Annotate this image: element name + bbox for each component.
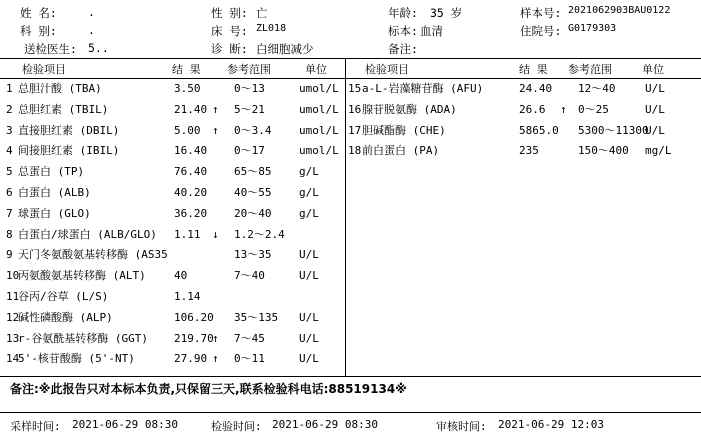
test-time-value: 2021-06-29 08:30 <box>272 418 378 431</box>
table-row <box>0 349 701 369</box>
review-time-label: 审核时间: <box>436 420 487 433</box>
row-number: 18 <box>348 144 362 158</box>
right-header-unit: 单位 <box>642 63 664 76</box>
row-number: 5 <box>6 165 13 179</box>
test-time-label: 检验时间: <box>211 420 262 433</box>
table-row <box>0 141 701 161</box>
row-result: 1.11 <box>174 227 201 241</box>
table-row <box>0 266 701 286</box>
row-reference: 7～40 <box>234 269 265 283</box>
row-result: 5865.0 <box>519 123 559 137</box>
row-number: 13 <box>6 331 20 345</box>
row-number: 14 <box>6 352 20 366</box>
row-result: 16.40 <box>174 144 208 158</box>
footer-top-rule <box>0 412 701 413</box>
collect-time-label: 采样时间: <box>10 420 61 433</box>
row-unit: U/L <box>645 102 665 116</box>
report-note: 备注:※此报告只对本标本负责,只保留三天,联系检验科电话:88519134※ <box>10 382 407 396</box>
row-number: 1 <box>6 82 13 95</box>
row-test-name: 丙氨酸氨基转移酶 (ALT) <box>18 269 146 283</box>
row-flag: ↓ <box>212 227 219 241</box>
inpatient-label: 住院号: <box>520 24 562 38</box>
row-reference: 0～17 <box>234 144 265 158</box>
row-number: 3 <box>6 123 13 137</box>
row-test-name: 直接胆红素 (DBIL) <box>18 123 120 137</box>
row-test-name: 球蛋白 (GLO) <box>18 206 91 220</box>
row-test-name: r-谷氨酰基转移酶 (GGT) <box>18 331 148 345</box>
sex-label: 性 别: <box>211 6 248 20</box>
left-header-item: 检验项目 <box>22 63 66 76</box>
row-reference: 0～13 <box>234 82 265 95</box>
row-result: 40 <box>174 269 188 283</box>
row-test-name: 间接胆红素 (IBIL) <box>18 144 120 158</box>
row-unit: umol/L <box>299 102 339 116</box>
row-number: 4 <box>6 144 13 158</box>
table-row <box>0 162 701 182</box>
left-header-result: 结 果 <box>172 63 201 76</box>
row-result: 40.20 <box>174 186 208 199</box>
diag-label: 诊 断: <box>211 42 248 56</box>
row-result: 1.14 <box>174 290 201 303</box>
row-test-name: 5'-核苷酸酶 (5'-NT) <box>18 352 135 366</box>
row-number: 12 <box>6 310 20 324</box>
row-flag: ↑ <box>212 123 219 137</box>
row-number: 2 <box>6 102 13 116</box>
row-flag: ↑ <box>560 102 567 116</box>
inpatient-value: G0179303 <box>568 23 617 34</box>
right-header-reference: 参考范围 <box>568 63 612 76</box>
sample-no-value: 2021062903BAU0122 <box>568 5 671 16</box>
table-bottom-rule <box>0 376 701 377</box>
sample-type-value: 血清 <box>420 24 443 38</box>
table-row <box>0 308 701 328</box>
bed-value: ZL018 <box>256 23 287 34</box>
table-row <box>0 183 701 203</box>
row-number: 10 <box>6 269 20 283</box>
table-row <box>0 204 701 224</box>
row-reference: 12～40 <box>578 82 616 95</box>
row-unit: umol/L <box>299 144 339 158</box>
name-label: 姓 名: <box>20 6 57 20</box>
row-unit: U/L <box>645 82 665 95</box>
row-result: 27.90 <box>174 352 208 366</box>
row-reference: 7～45 <box>234 331 265 345</box>
row-flag: ↑ <box>212 352 219 366</box>
row-number: 17 <box>348 123 362 137</box>
row-number: 11 <box>6 290 20 303</box>
sample-type-label: 标本: <box>388 24 418 38</box>
row-reference: 65～85 <box>234 165 272 179</box>
row-unit: g/L <box>299 186 319 199</box>
table-row <box>0 100 701 120</box>
review-time-value: 2021-06-29 12:03 <box>498 418 604 431</box>
row-unit: U/L <box>299 352 319 366</box>
row-test-name: 胆碱酯酶 (CHE) <box>362 123 446 137</box>
row-result: 235 <box>519 144 539 158</box>
row-test-name: 碱性磷酸酶 (ALP) <box>18 310 113 324</box>
row-unit: umol/L <box>299 82 339 95</box>
dept-label: 科 别: <box>20 24 57 38</box>
row-number: 16 <box>348 102 362 116</box>
row-result: 3.50 <box>174 82 201 95</box>
row-reference: 20～40 <box>234 206 272 220</box>
row-test-name: 总胆红素 (TBIL) <box>18 102 109 116</box>
row-reference: 40～55 <box>234 186 272 199</box>
left-header-reference: 参考范围 <box>227 63 271 76</box>
row-flag: ↑ <box>212 102 219 116</box>
right-header-item: 检验项目 <box>365 63 409 76</box>
doctor-label: 送检医生: <box>24 42 77 56</box>
row-reference: 0～25 <box>578 102 609 116</box>
row-unit: umol/L <box>299 123 339 137</box>
row-result: 106.20 <box>174 310 214 324</box>
row-unit: U/L <box>299 331 319 345</box>
table-top-rule <box>0 58 701 59</box>
row-unit: mg/L <box>645 144 672 158</box>
dept-value: . <box>88 23 95 37</box>
row-reference: 35～135 <box>234 310 279 324</box>
row-result: 76.40 <box>174 165 208 179</box>
row-test-name: 天门冬氨酸氨基转移酶 (AS35 <box>18 248 168 262</box>
diag-value: 白细胞减少 <box>256 42 314 56</box>
row-reference: 150～400 <box>578 144 629 158</box>
row-unit: U/L <box>299 269 319 283</box>
row-test-name: 白蛋白/球蛋白 (ALB/GLO) <box>18 227 157 241</box>
row-unit: U/L <box>299 248 319 262</box>
table-row <box>0 121 701 141</box>
row-result: 5.00 <box>174 123 201 137</box>
row-flag: ↑ <box>212 331 219 345</box>
age-value: 35 岁 <box>430 6 463 20</box>
doctor-value: 5.. <box>88 41 109 55</box>
row-number: 8 <box>6 227 13 241</box>
row-reference: 0～11 <box>234 352 265 366</box>
row-unit: g/L <box>299 165 319 179</box>
age-label: 年龄: <box>388 6 418 20</box>
row-result: 36.20 <box>174 206 208 220</box>
row-reference: 0～3.4 <box>234 123 272 137</box>
row-result: 24.40 <box>519 82 553 95</box>
row-number: 9 <box>6 248 13 262</box>
row-unit: U/L <box>645 123 665 137</box>
name-value: . <box>88 5 95 19</box>
table-row <box>0 225 701 245</box>
row-reference: 13～35 <box>234 248 272 262</box>
row-number: 7 <box>6 206 13 220</box>
row-reference: 5300～11300 <box>578 123 649 137</box>
row-test-name: 腺苷脱氨酶 (ADA) <box>362 102 457 116</box>
row-result: 21.40 <box>174 102 208 116</box>
table-row <box>0 329 701 349</box>
row-number: 15 <box>348 82 362 95</box>
row-test-name: 总胆汁酸 (TBA) <box>18 82 102 95</box>
row-unit: g/L <box>299 206 319 220</box>
table-row <box>0 245 701 265</box>
row-test-name: 前白蛋白 (PA) <box>362 144 440 158</box>
row-reference: 5～21 <box>234 102 265 116</box>
remark-label: 备注: <box>388 42 418 56</box>
row-number: 6 <box>6 186 13 199</box>
sex-value: 亡 <box>256 6 268 20</box>
row-test-name: a-L-岩藻糖苷酶 (AFU) <box>362 82 484 95</box>
bed-label: 床 号: <box>211 24 248 38</box>
left-header-unit: 单位 <box>305 63 327 76</box>
table-row <box>0 287 701 307</box>
table-row <box>0 79 701 99</box>
row-test-name: 白蛋白 (ALB) <box>18 186 91 199</box>
sample-no-label: 样本号: <box>520 6 562 20</box>
row-test-name: 总蛋白 (TP) <box>18 165 85 179</box>
row-result: 26.6 <box>519 102 546 116</box>
row-unit: U/L <box>299 310 319 324</box>
row-result: 219.70 <box>174 331 214 345</box>
row-reference: 1.2～2.4 <box>234 227 285 241</box>
row-test-name: 谷丙/谷草 (L/S) <box>18 290 109 303</box>
collect-time-value: 2021-06-29 08:30 <box>72 418 178 431</box>
right-header-result: 结 果 <box>519 63 548 76</box>
